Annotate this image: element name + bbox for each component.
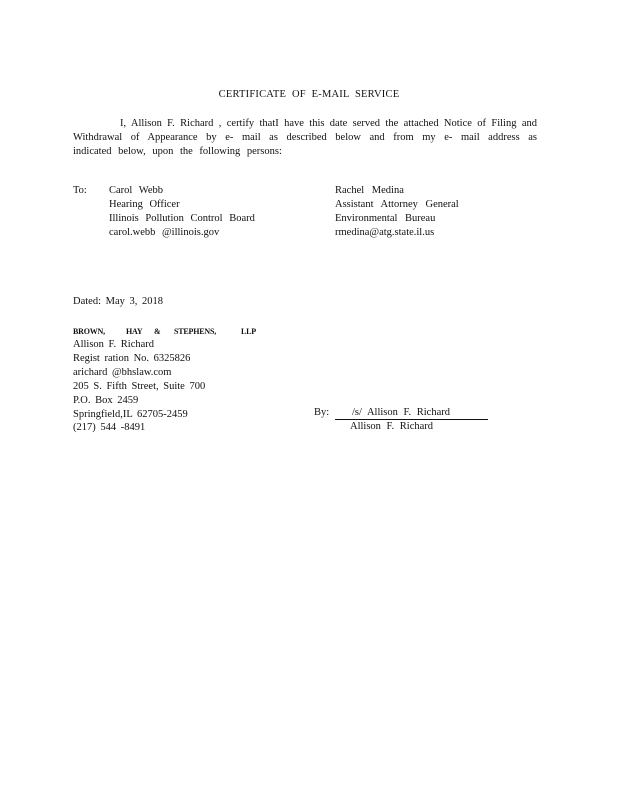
firm-name-part: STEPHENS, <box>174 327 216 336</box>
recipient-title: Hearing Officer <box>109 199 180 210</box>
page-title: CERTIFICATE OF E-MAIL SERVICE <box>218 89 400 100</box>
signature-name: Allison F. Richard <box>350 421 434 432</box>
recipient-organization: Environmental Bureau <box>335 213 436 224</box>
firm-name-part: LLP <box>241 327 256 336</box>
sender-email: arichard @bhslaw.com <box>73 366 172 378</box>
sender-phone: (217) 544 -8491 <box>73 422 146 434</box>
recipient-webb <box>109 184 255 240</box>
signature: /s/ Allison F. Richard <box>352 407 450 418</box>
sender-city: Springfield,IL 62705-2459 <box>73 408 188 420</box>
recipient-name: Rachel Medina <box>335 185 404 196</box>
certification-paragraph <box>73 117 537 159</box>
sender-registration: Regist ration No. 6325826 <box>73 352 191 364</box>
recipient-medina <box>335 184 459 240</box>
sender-name: Allison F. Richard <box>73 339 155 350</box>
sender-block <box>73 338 205 435</box>
by-label: By: <box>314 407 330 418</box>
recipient-title: Assistant Attorney General <box>335 199 459 210</box>
recipient-email: carol.webb @illinois.gov <box>109 227 220 238</box>
paragraph-line: indicated below, upon the following persons: <box>73 146 282 157</box>
recipient-organization: Illinois Pollution Control Board <box>109 213 255 224</box>
firm-name <box>73 325 256 338</box>
paragraph-line: Withdrawal of Appearance by e- mail as described below and from my e- mail address as <box>73 132 537 143</box>
sender-street: 205 S. Fifth Street, Suite 700 <box>73 380 206 392</box>
paragraph-line: I, Allison F. Richard , certify thatI have this date served the attached Notice of Filing and <box>120 118 537 129</box>
firm-name-part: BROWN, <box>73 327 105 336</box>
sender-po-box: P.O. Box 2459 <box>73 394 139 406</box>
date-line: Dated: May 3, 2018 <box>73 296 163 307</box>
to-label: To: <box>73 185 87 196</box>
recipient-name: Carol Webb <box>109 185 163 196</box>
firm-name-part: & <box>154 327 161 336</box>
recipient-email: rmedina@atg.state.il.us <box>335 227 435 238</box>
firm-name-part: HAY <box>126 327 143 336</box>
